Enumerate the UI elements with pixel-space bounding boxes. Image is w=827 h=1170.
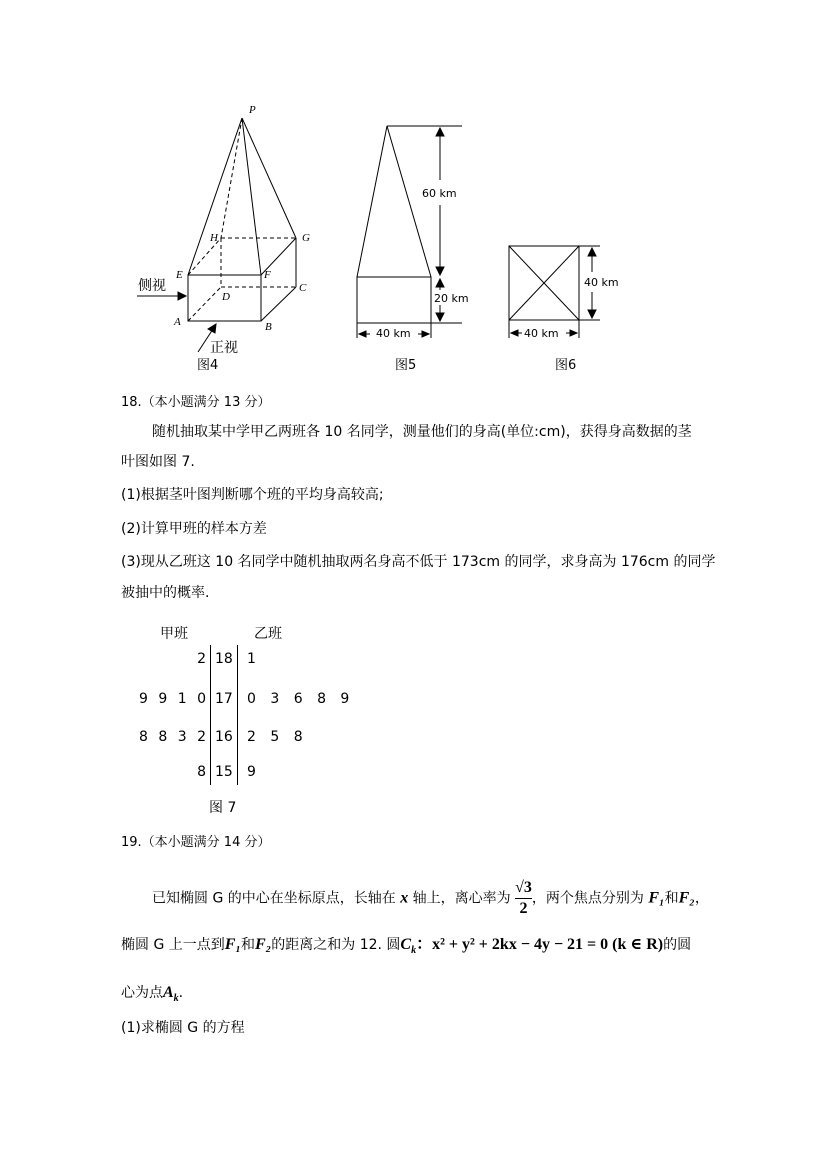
math-sub: k <box>173 992 179 1004</box>
right-leaves: 2 5 8 <box>247 729 303 745</box>
math-f2: F₂ <box>255 936 272 953</box>
stem: 18 <box>215 651 233 667</box>
text: 椭圆 G 上一点到 <box>121 937 225 953</box>
math-x: x <box>400 889 409 907</box>
circle-equation: ：x² + y² + 2kx − 4y − 21 = 0 (k ∈ R) <box>416 936 664 953</box>
math-f1: F₁ <box>224 936 241 953</box>
front-view-label: 正视 <box>210 340 238 356</box>
q18-part3-1: (3)现从乙班这 10 名同学中随机抽取两名身高不低于 173cm 的同学，求身高为 176cm 的同学 <box>121 554 716 570</box>
vertex-label-f: F <box>264 269 271 281</box>
text: 的圆 <box>663 937 692 953</box>
vertex-label-p: P <box>249 104 256 116</box>
math-f1: F₁ <box>648 889 665 907</box>
text: ， <box>694 890 709 907</box>
q18-part1: (1)根据茎叶图判断哪个班的平均身高较高; <box>121 487 384 503</box>
vertex-label-g: G <box>302 232 310 244</box>
q19-part1: (1)求椭圆 G 的方程 <box>121 1020 245 1036</box>
q19-line-1 <box>152 878 709 919</box>
text: 和 <box>241 937 255 953</box>
q18-intro-2: 叶图如图 7. <box>121 454 195 470</box>
right-leaves: 9 <box>247 764 256 780</box>
vertex-label-h: H <box>210 232 218 244</box>
left-leaves: 8 <box>197 764 206 780</box>
vertex-label-d: D <box>222 291 230 303</box>
q18-part3-2: 被抽中的概率. <box>121 585 210 601</box>
width-label: 40 km <box>376 327 411 340</box>
right-title: 乙班 <box>254 626 282 642</box>
text: 心为点 <box>121 985 163 1001</box>
figure-6-caption: 图6 <box>555 358 577 373</box>
square-height-label: 40 km <box>584 274 619 292</box>
math-ak: A <box>163 984 174 1001</box>
divider-left <box>210 645 211 785</box>
stem: 15 <box>215 764 233 780</box>
vertex-label-a: A <box>174 316 181 328</box>
vertex-label-c: C <box>299 282 307 294</box>
denominator: 2 <box>519 900 528 917</box>
right-leaves: 1 <box>247 651 256 667</box>
left-leaves: 9 9 1 0 <box>139 691 206 707</box>
math-f2: F₂ <box>678 889 695 907</box>
q19-header: 19.（本小题满分 14 分） <box>121 835 271 850</box>
figure-5-caption: 图5 <box>395 358 417 373</box>
height-bottom-label: 20 km <box>434 292 469 305</box>
vertex-label-b: B <box>265 321 272 333</box>
height-top-label: 60 km <box>422 187 457 200</box>
figures-svg <box>0 0 827 400</box>
text: 和 <box>664 890 679 907</box>
figure-4-caption: 图4 <box>197 358 219 373</box>
left-title: 甲班 <box>160 626 188 642</box>
q19-line-2 <box>121 936 691 960</box>
stem: 16 <box>215 729 233 745</box>
divider-right <box>237 645 238 785</box>
text: 轴上，离心率为 <box>412 890 511 907</box>
q18-part2: (2)计算甲班的样本方差 <box>121 521 267 537</box>
square-width-label: 40 km <box>524 327 559 340</box>
q18-header: 18.（本小题满分 13 分） <box>121 395 271 410</box>
q19-line-3 <box>121 984 183 1008</box>
math-sub: k <box>411 944 417 956</box>
math-ck: C <box>400 936 412 953</box>
left-leaves: 8 8 3 2 <box>139 729 206 745</box>
text: 已知椭圆 G 的中心在坐标原点，长轴在 <box>152 890 396 907</box>
figure-7-caption: 图 7 <box>209 800 237 816</box>
stem: 17 <box>215 691 233 707</box>
text: ，两个焦点分别为 <box>531 890 644 907</box>
fraction <box>515 878 532 919</box>
right-leaves: 0 3 6 8 9 <box>247 691 350 707</box>
vertex-label-e: E <box>176 269 183 281</box>
q18-intro-1: 随机抽取某中学甲乙两班各 10 名同学，测量他们的身高(单位:cm)，获得身高数据的茎 <box>152 424 692 440</box>
numerator: √3 <box>515 878 532 899</box>
side-view-label: 侧视 <box>138 278 166 294</box>
text: 的距离之和为 12. 圆 <box>271 937 401 953</box>
text: . <box>178 985 184 1001</box>
left-leaves: 2 <box>197 651 206 667</box>
